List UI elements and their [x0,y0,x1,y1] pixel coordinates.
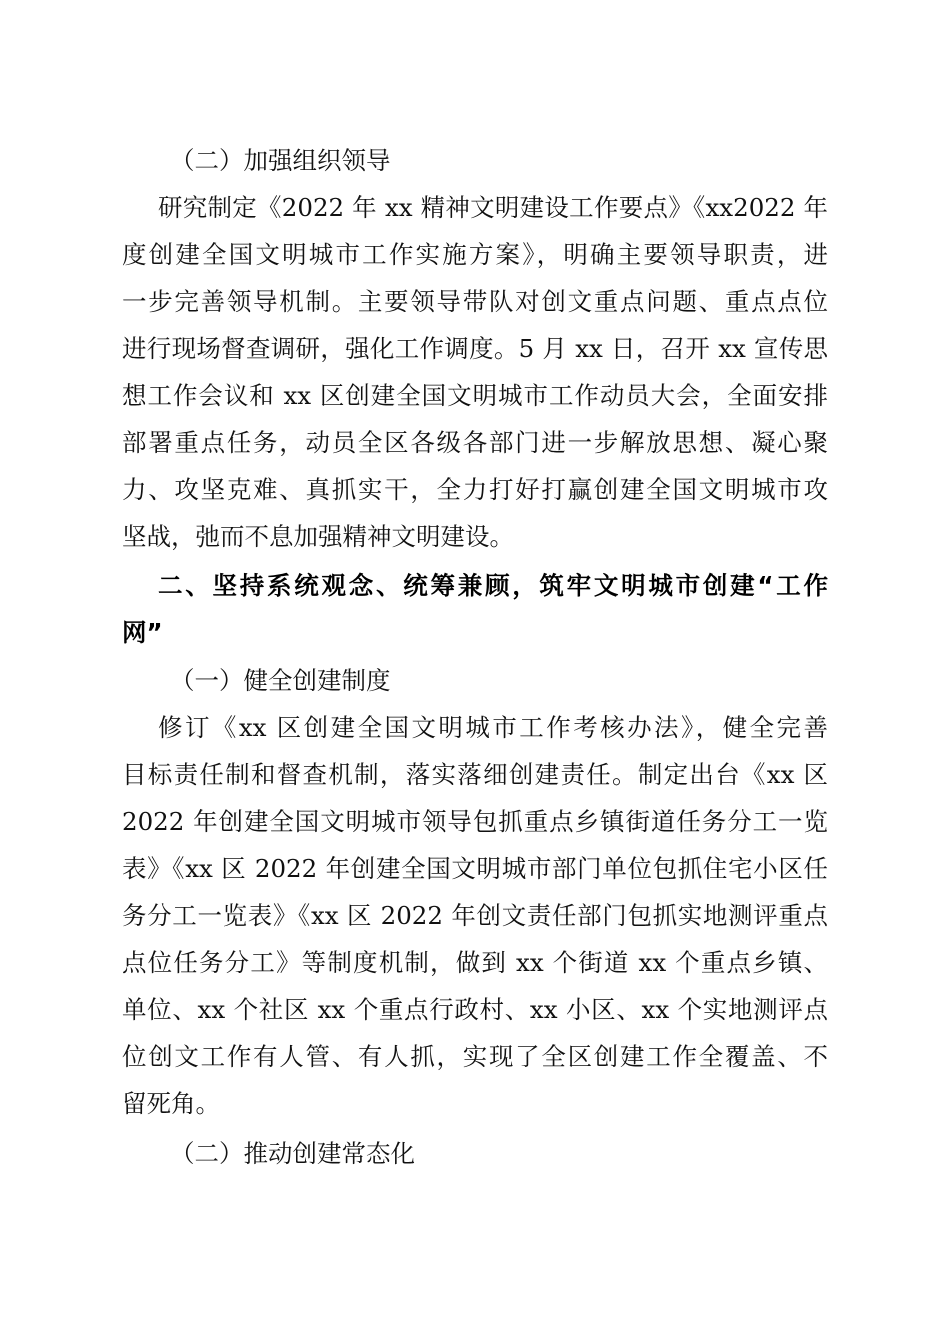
paragraph-line: 修订《xx 区创建全国文明城市工作考核办法》，健全完善 [158,713,828,742]
paragraph-line: 位创文工作有人管、有人抓，实现了全区创建工作全覆盖、不 [122,1042,828,1071]
paragraph-line: 进行现场督查调研，强化工作调度。5 月 xx 日，召开 xx 宣传思 [122,334,828,363]
paragraph-line: 单位、xx 个社区 xx 个重点行政村、xx 小区、xx 个实地测评点 [122,995,828,1024]
subsection-title-normalize-creation: （二）推动创建常态化 [170,1139,415,1168]
paragraph-line: 目标责任制和督查机制，落实落细创建责任。制定出台《xx 区 [122,760,828,789]
paragraph-line: 2022 年创建全国文明城市领导包抓重点乡镇街道任务分工一览 [122,807,828,836]
paragraph-line: 点位任务分工》等制度机制，做到 xx 个街道 xx 个重点乡镇、 [122,948,828,977]
paragraph-line: 坚战，弛而不息加强精神文明建设。 [122,522,514,551]
paragraph-line: 留死角。 [122,1089,220,1118]
section-heading: 二、坚持系统观念、统筹兼顾，筑牢文明城市创建“工作 [158,571,828,600]
paragraph-line: 表》《xx 区 2022 年创建全国文明城市部门单位包抓住宅小区任 [122,854,828,883]
paragraph-line: 研究制定《2022 年 xx 精神文明建设工作要点》《xx2022 年 [158,193,828,222]
paragraph-line: 部署重点任务，动员全区各级各部门进一步解放思想、凝心聚 [122,428,828,457]
paragraph-line: 一步完善领导机制。主要领导带队对创文重点问题、重点点位 [122,287,828,316]
section-heading: 网” [122,618,163,647]
paragraph-line: 力、攻坚克难、真抓实干，全力打好打赢创建全国文明城市攻 [122,475,828,504]
paragraph-line: 想工作会议和 xx 区创建全国文明城市工作动员大会，全面安排 [122,381,828,410]
paragraph-line: 务分工一览表》《xx 区 2022 年创文责任部门包抓实地测评重点 [122,901,828,930]
paragraph-line: 度创建全国文明城市工作实施方案》，明确主要领导职责，进 [122,240,828,269]
subsection-title-strengthen-leadership: （二）加强组织领导 [170,146,391,175]
subsection-title-improve-system: （一）健全创建制度 [170,666,391,695]
